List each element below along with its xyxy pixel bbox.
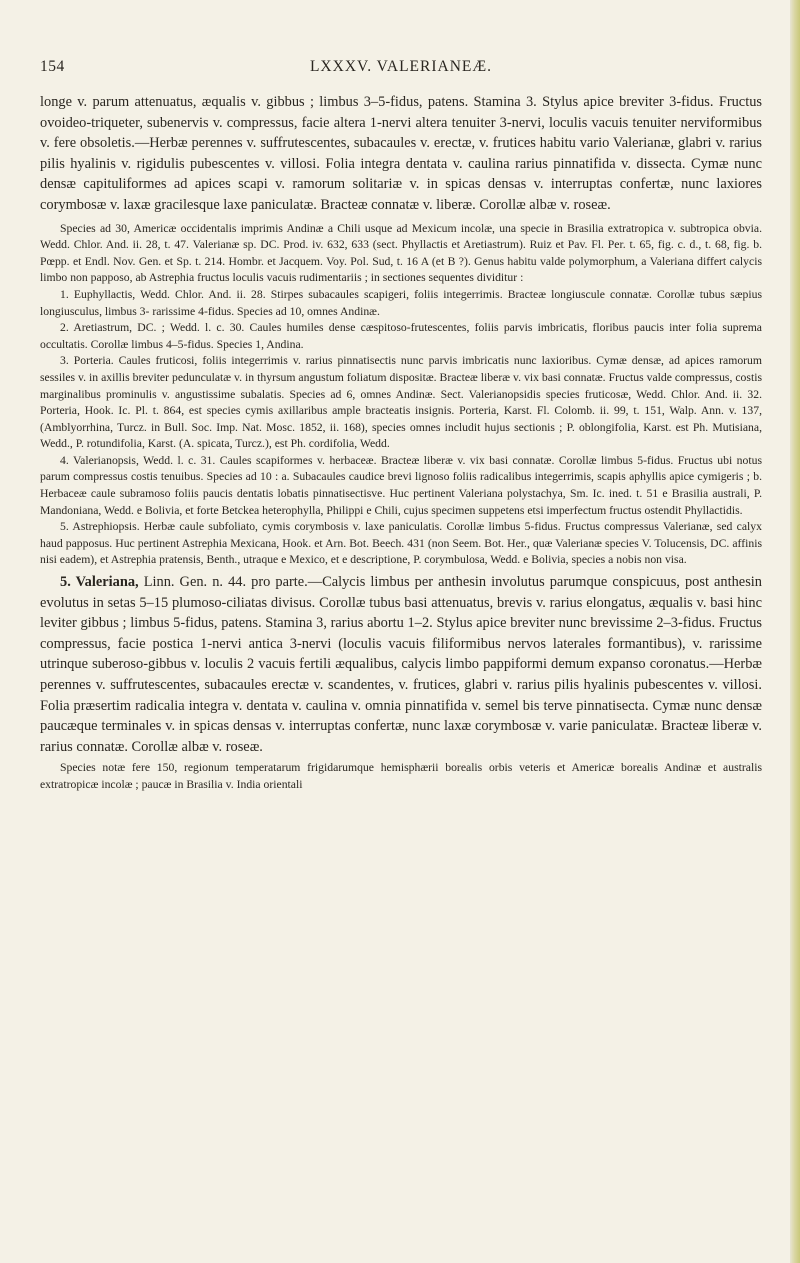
valeriana-species-note: Species notæ fere 150, regionum temperatarum frigidarumque hemisphærii borealis orbis veteris et Americæ borealis Andinæ et australis extratropicæ incolæ ; paucæ in Brasilia v. India orientali: [40, 761, 762, 791]
genus-valeriana-text: Linn. Gen. n. 44. pro parte.—Calycis limbus per anthesin involutus parumque conspicuus, post anthesin evolutus in setas 5–15 plumoso-ciliatas divisus. Corollæ tubus basi attenuatus, brevis v. rarius elongatus, æqualis v. basi hinc leviter gibbus ; limbus 5-fidus, patens. Stamina 3, rarius abortu 1–2. Stylus apice breviter nunc brevissime 2–3-fidus. Fructus compressus, facie postica 1-nervi antica 3-nervi (loculis vacuis filiformibus nervos laterales formantibus), v. rarissime utrinque suberoso-gibbus v. loculis 2 vacuis fertili æqualibus, calycis limbo pappiformi demum expanso coronatus.—Herbæ perennes v. suffrutescentes, subacaules erectæ v. scandentes, v. frutices, glabri v. rarius pilis hyalinis pubescentes v. villosi. Folia præsertim radicalia integra v. dentata v. caulina v. omnia pinnatifida v. semel bis terve pinnatisecta. Cymæ nunc densæ paucæque terminales v. in spicas densas v. interruptas confertæ, nunc laxæ corymbosæ v. varie paniculatæ. Bracteæ liberæ v. rarius connatæ. Corollæ albæ v. roseæ.: [40, 574, 762, 755]
page-header: [40, 58, 762, 82]
running-title: LXXXV. VALERIANEÆ.: [309, 58, 493, 75]
species-note: Species ad 30, Americæ occidentalis imprimis Andinæ a Chili usque ad Mexicum incolæ, una specie in Brasilia extratropica v. subtropica obvia. Wedd. Chlor. And. ii. 28, t. 47. Valerianæ sp. DC. Prod. iv. 632, 633 (sect. Phyllactis et Aretiastrum). Ruiz et Pav. Fl. Per. t. 65, fig. c. d., t. 68, fig. b. Pœpp. et Endl. Nov. Gen. et Sp. t. 214. Hombr. et Jacquem. Voy. Pol. Sud, t. 16 A (et B ?). Genus habitu valde polymorphum, a Valeriana differt calycis limbo non papposo, ab Astrephia fructus loculis vacuis rudimentariis ; in sectiones sequentes dividitur :: [40, 221, 762, 285]
page-edge-shadow: [790, 0, 800, 1263]
section-astrephiopsis: 5. Astrephiopsis. Herbæ caule subfoliato, cymis corymbosis v. laxe paniculatis. Corollæ limbus 5-fidus. Fructus compressus Valerianæ, sed calyx haud papposus. Huc pertinent Astrephia Mexicana, Hook. et Arn. Bot. Beech. 431 (non Seem. Bot. Her., quæ Valerianæ species V. Tolucensis, DC. affinis nisi eadem), et Astrephia pratensis, Benth., utraque e Mexico, et e descriptione, P. corymbulosa, Wedd. e Bolivia, species a nobis non visa.: [40, 520, 762, 567]
section-aretiastrum: 2. Aretiastrum, DC. ; Wedd. l. c. 30. Caules humiles dense cæspitoso-frutescentes, foliis parvis imbricatis, floribus paucis inter folia suprema occultatis. Corollæ limbus 4–5-fidus. Species 1, Andina.: [40, 321, 762, 351]
genus-valeriana-description: [40, 572, 762, 757]
genus-description-continued: longe v. parum attenuatus, æqualis v. gibbus ; limbus 3–5-fidus, patens. Stamina 3. Stylus apice breviter 3-fidus. Fructus ovoideo-triqueter, subenervis v. compressus, facie altera 1-nervi altera tenuiter 3-nervi, loculis vacuis tenuiter nerviformibus v. fere obsoletis.—Herbæ perennes v. suffrutescentes, subacaules v. erectæ, v. frutices habitu vario Valerianæ, glabri v. rarius pilis hyalinis v. rigidulis pubescentes v. villosi. Folia integra dentata v. caulina rarius pinnatifida v. dissecta. Cymæ nunc densæ capituliformes ad apices scapi v. ramorum solitariæ v. in spicas densas v. interruptas confertæ, nunc laxiores corymbosæ v. laxæ gracilesque laxe paniculatæ. Bracteæ connatæ v. liberæ. Corollæ albæ v. roseæ.: [40, 94, 762, 213]
book-page: [40, 0, 762, 1263]
section-valerianopsis: 4. Valerianopsis, Wedd. l. c. 31. Caules scapiformes v. herbaceæ. Bracteæ liberæ v. vix basi connatæ. Corollæ limbus 5-fidus. Fructus ubi notus parum compressus costis tenuibus. Species ad 10 : a. Subacaules caudice brevi lignoso foliis radicalibus integerrimis, scapis aphyllis apice cymigeris ; b. Herbaceæ caule subramoso foliis paucis dentatis lobatis pinnatisectisve. Huc pertinent Valeriana polystachya, Sm. Ic. ined. t. 51 e Brasilia australi, P. Mandoniana, Wedd. e Bolivia, et forte Betckea heterophylla, Philippi e Chili, cujus specimen suppetens etsi imperfectum fructus ostendit Phyllactidis.: [40, 453, 762, 517]
page-body: [40, 92, 762, 794]
genus-name: 5. Valeriana,: [60, 574, 139, 591]
page-number: 154: [40, 58, 65, 75]
section-euphyllactis: 1. Euphyllactis, Wedd. Chlor. And. ii. 28. Stirpes subacaules scapigeri, foliis integerrimis. Bracteæ longiuscule connatæ. Corollæ tubus sæpius longiusculus, limbus 3- rarissime 4-fidus. Species ad 10, omnes Andinæ.: [40, 287, 762, 318]
section-porteria: 3. Porteria. Caules fruticosi, foliis integerrimis v. rarius pinnatisectis nunc parvis imbricatis nunc laxioribus. Cymæ densæ, ad apices ramorum sessiles v. in axillis breviter pedunculatæ v. in thyrsum angustum foliatum dispositæ. Bracteæ liberæ v. vix basi connatæ. Fructus valde compressus, costis marginalibus prominulis v. angustissime subalatis. Species ad 6, omnes Andinæ. Sect. Valerianopsidis species fruticosæ, Wedd. Chlor. And. ii. 32. Porteria, Hook. Ic. Pl. t. 864, est species cymis axillaribus ample bracteatis insignis. Porteria, Karst. Fl. Colomb. ii. 99, t. 151, Walp. Ann. v. 137, (Amblyorrhina, Turcz. in Bull. Soc. Imp. Nat. Mosc. 1852, ii. 168), species omnes includit hujus sectionis ; P. oblongifolia, Karst. est Ph. Mutisiana, Wedd., P. rotundifolia, Karst. (A. spicata, Turcz.), est Ph. cordifolia, Wedd.: [40, 354, 762, 451]
